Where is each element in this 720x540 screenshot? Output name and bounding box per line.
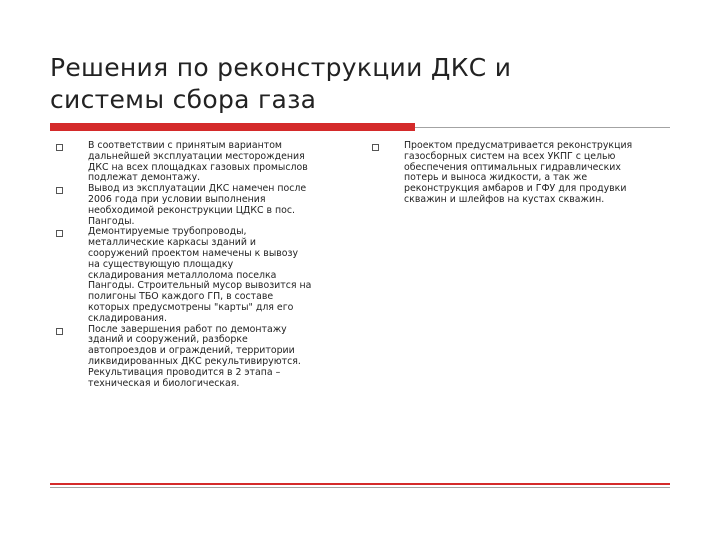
text-line: ликвидированных ДКС рекультивируются.	[88, 355, 301, 367]
text-line: складирования.	[88, 312, 167, 324]
list-item	[372, 141, 672, 206]
text-line: подлежат демонтажу.	[88, 172, 201, 184]
text-line: полигоны ТБО каждого ГП, в составе	[88, 291, 274, 303]
footer-divider-accent	[50, 483, 670, 485]
text-line: Пангоды. Строительный мусор вывозится на	[88, 280, 312, 292]
left-column	[56, 141, 356, 389]
hollow-square-bullet-icon	[56, 187, 63, 194]
text-line: техническая и биологическая.	[88, 377, 240, 389]
text-line: дальнейшей эксплуатации месторождения	[88, 150, 305, 162]
text-line: ДКС на всех площадках газовых промыслов	[88, 161, 308, 173]
slide-title-line-1: Решения по реконструкции ДКС и	[50, 53, 512, 82]
text-line: Вывод из эксплуатации ДКС намечен после	[88, 183, 307, 195]
footer-divider-thin	[50, 487, 670, 488]
list-item-text	[88, 141, 356, 184]
text-line: сооружений проектом намечены к вывозу	[88, 247, 299, 259]
text-line: скважин и шлейфов на кустах скважин.	[404, 193, 605, 205]
text-line: автопроездов и ограждений, территории	[88, 345, 295, 357]
list-item	[56, 325, 356, 390]
slide-title	[50, 52, 650, 116]
text-line: на существующую площадку	[88, 258, 234, 270]
slide-title-line-2: системы сбора газа	[50, 85, 317, 114]
hollow-square-bullet-icon	[372, 144, 379, 151]
text-line: металлические каркасы зданий и	[88, 237, 256, 249]
text-line: зданий и сооружений, разборке	[88, 334, 248, 346]
text-line: Рекультивация проводится в 2 этапа –	[88, 366, 281, 378]
list-item-text	[404, 141, 672, 206]
list-item-text	[88, 184, 356, 227]
text-line: газосборных систем на всех УКПГ с целью	[404, 150, 616, 162]
hollow-square-bullet-icon	[56, 328, 63, 335]
text-line: Проектом предусматривается реконструкция	[404, 140, 633, 151]
text-line: 2006 года при условии выполнения	[88, 193, 266, 205]
text-line: реконструкция амбаров и ГФУ для продувки	[404, 183, 627, 195]
list-item-text	[88, 325, 356, 390]
list-item	[56, 141, 356, 184]
text-line: Демонтируемые трубопроводы,	[88, 226, 247, 238]
title-divider-accent	[50, 123, 415, 131]
text-line: потерь и выноса жидкости, а так же	[404, 172, 588, 184]
right-column	[372, 141, 672, 206]
list-item	[56, 184, 356, 227]
hollow-square-bullet-icon	[56, 144, 63, 151]
list-item-text	[88, 227, 356, 324]
text-line: обеспечения оптимальных гидравлических	[404, 161, 621, 173]
hollow-square-bullet-icon	[56, 230, 63, 237]
text-line: которых предусмотрены "карты" для его	[88, 301, 294, 313]
text-line: После завершения работ по демонтажу	[88, 323, 287, 335]
text-line: необходимой реконструкции ЦДКС в пос.	[88, 204, 296, 216]
text-line: Пангоды.	[88, 215, 135, 227]
list-item	[56, 227, 356, 324]
text-line: складирования металлолома поселка	[88, 269, 277, 281]
text-line: В соответствии с принятым вариантом	[88, 140, 283, 151]
